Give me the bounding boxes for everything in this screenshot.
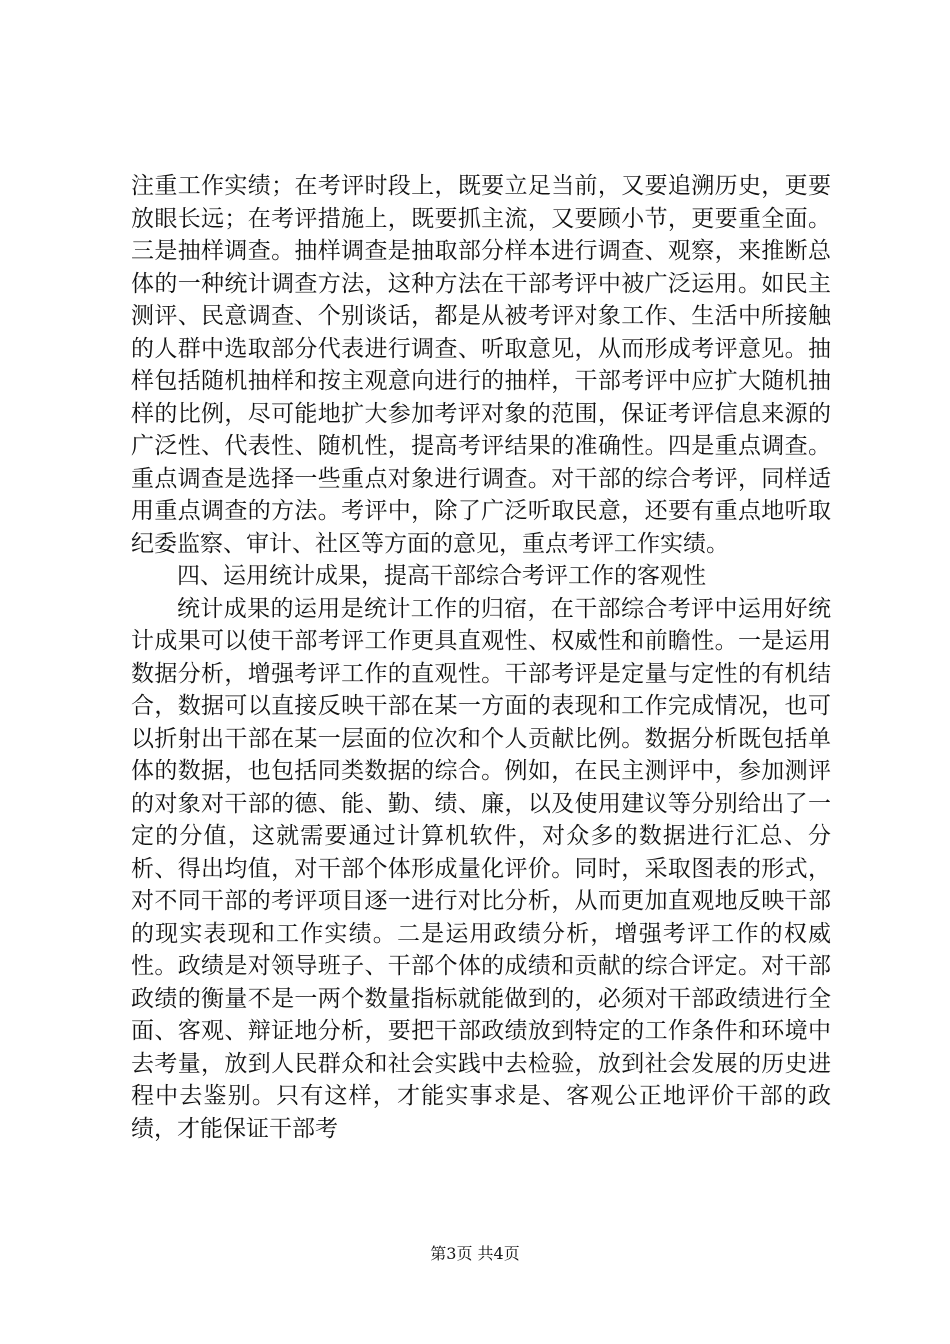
page-number-footer: 第3页 共4页 (430, 1244, 520, 1263)
document-body (131, 170, 831, 1145)
section-heading: 四、运用统计成果，提高干部综合考评工作的客观性 (177, 563, 706, 589)
paragraph-continuation: 注重工作实绩；在考评时段上，既要立足当前，又要追溯历史，更要放眼长远；在考评措施上，既要抓主流，又要顾小节，更要重全面。三是抽样调查。抽样调查是抽取部分样本进行调查、观察，来推断总体的一种统计调查方法，这种方法在干部考评中被广泛运用。如民主测评、民意调查、个别谈话，都是从被考评对象工作、生活中所接触的人群中选取部分代表进行调查、听取意见，从而形成考评意见。抽样包括随机抽样和按主观意向进行的抽样，干部考评中应扩大随机抽样的比例，尽可能地扩大参加考评对象的范围，保证考评信息来源的广泛性、代表性、随机性，提高考评结果的准确性。四是重点调查。重点调查是选择一些重点对象进行调查。对干部的综合考评，同样适用重点调查的方法。考评中，除了广泛听取民意，还要有重点地听取纪委监察、审计、社区等方面的意见，重点考评工作实绩。 (131, 173, 831, 557)
paragraph-body: 统计成果的运用是统计工作的归宿，在干部综合考评中运用好统计成果可以使干部考评工作更具直观性、权威性和前瞻性。一是运用数据分析，增强考评工作的直观性。干部考评是定量与定性的有机结合，数据可以直接反映干部在某一方面的表现和工作完成情况，也可以折射出干部在某一层面的位次和个人贡献比例。数据分析既包括单体的数据，也包括同类数据的综合。例如，在民主测评中，参加测评的对象对干部的德、能、勤、绩、廉，以及使用建议等分别给出了一定的分值，这就需要通过计算机软件，对众多的数据进行汇总、分析、得出均值，对干部个体形成量化评价。同时，采取图表的形式，对不同干部的考评项目逐一进行对比分析，从而更加直观地反映干部的现实表现和工作实绩。二是运用政绩分析，增强考评工作的权威性。政绩是对领导班子、干部个体的成绩和贡献的综合评定。对干部政绩的衡量不是一两个数量指标就能做到的，必须对干部政绩进行全面、客观、辩证地分析，要把干部政绩放到特定的工作条件和环境中去考量，放到人民群众和社会实践中去检验，放到社会发展的历史进程中去鉴别。只有这样，才能实事求是、客观公正地评价干部的政绩，才能保证干部考 (131, 595, 831, 1142)
